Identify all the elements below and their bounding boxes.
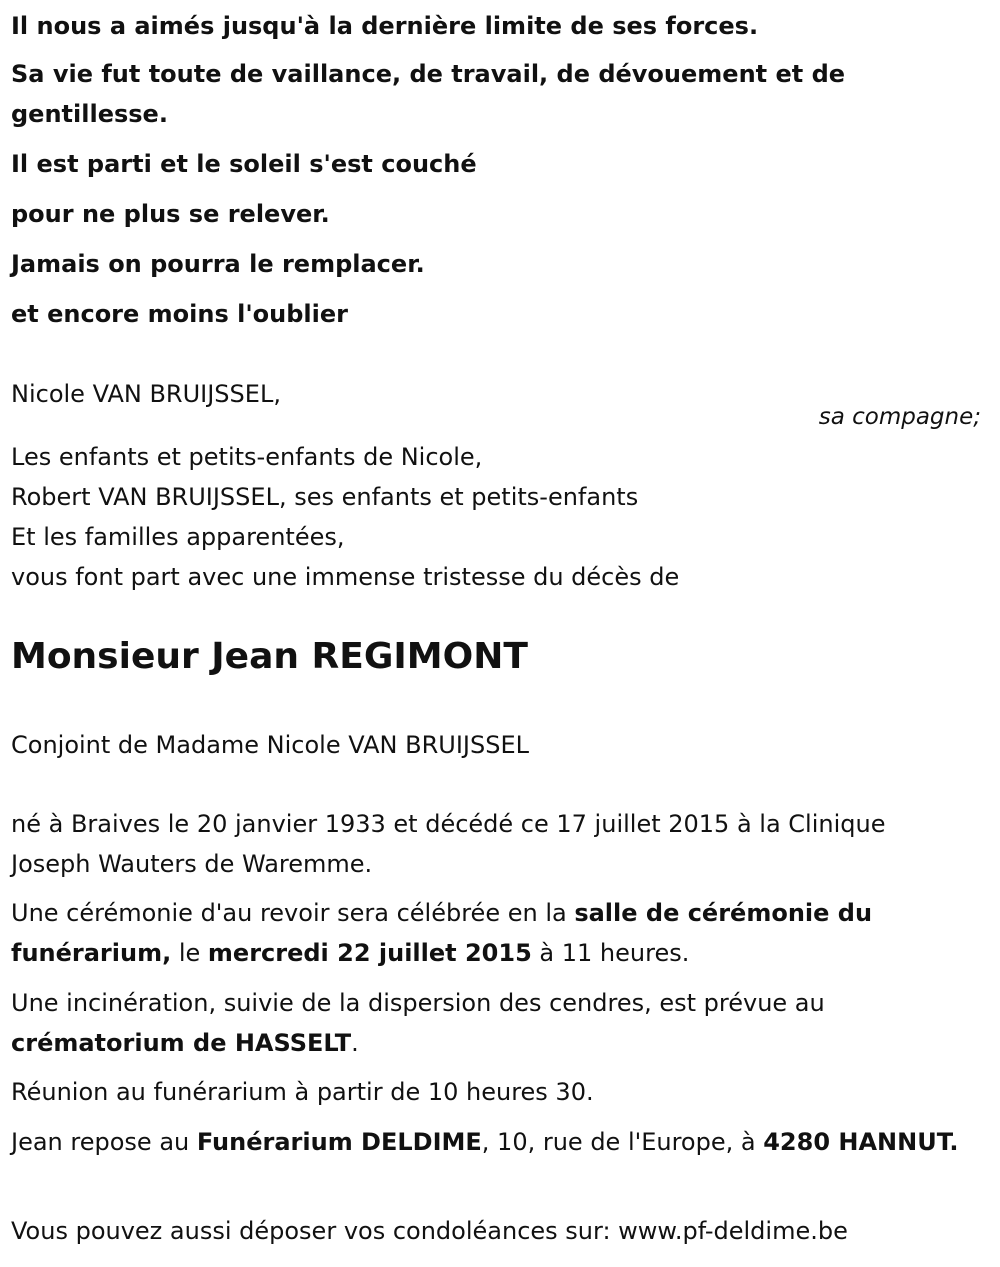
- poem-line: pour ne plus se relever.: [11, 200, 330, 228]
- family-line: Les enfants et petits-enfants de Nicole,: [11, 443, 483, 471]
- poem-line: Jamais on pourra le remplacer.: [11, 250, 425, 278]
- ceremony-date: mercredi 22 juillet 2015: [207, 939, 532, 967]
- meeting-text: Réunion au funérarium à partir de 10 heures 30.: [11, 1078, 594, 1106]
- companion-role: sa compagne;: [818, 404, 981, 430]
- ceremony-text: [11, 893, 971, 973]
- ceremony-time: à 11 heures.: [531, 939, 690, 967]
- cremation-place: crématorium de HASSELT: [11, 1029, 352, 1057]
- rest-intro: Jean repose au: [11, 1128, 197, 1156]
- poem-line: et encore moins l'oublier: [11, 300, 348, 328]
- rest-text: [11, 1122, 971, 1162]
- rest-address: , 10, rue de l'Europe, à: [481, 1128, 764, 1156]
- deceased-name: Monsieur Jean REGIMONT: [11, 636, 528, 677]
- rest-city: 4280 HANNUT.: [763, 1128, 959, 1156]
- spouse-line: Conjoint de Madame Nicole VAN BRUIJSSEL: [11, 731, 529, 759]
- family-list: [11, 437, 679, 597]
- ceremony-intro: Une cérémonie d'au revoir sera célébrée en la: [11, 899, 575, 927]
- birth-death-text: né à Braives le 20 janvier 1933 et décédé ce 17 juillet 2015 à la Clinique Joseph Wauters de Waremme.: [11, 810, 886, 878]
- cremation-end: .: [351, 1029, 359, 1057]
- poem-line: Sa vie fut toute de vaillance, de travail, de dévouement et de gentillesse.: [11, 60, 846, 128]
- family-line: vous font part avec une immense tristesse du décès de: [11, 563, 680, 591]
- poem-line: Il nous a aimés jusqu'à la dernière limite de ses forces.: [11, 12, 759, 40]
- condolences-text: Vous pouvez aussi déposer vos condoléances sur: www.pf-deldime.be: [11, 1217, 848, 1245]
- rest-place: Funérarium DELDIME: [196, 1128, 482, 1156]
- companion-name: Nicole VAN BRUIJSSEL,: [11, 380, 281, 408]
- cremation-intro: Une incinération, suivie de la dispersion des cendres, est prévue au: [11, 989, 825, 1017]
- ceremony-place: salle de cérémonie du funérarium,: [11, 899, 873, 967]
- poem-line: Il est parti et le soleil s'est couché: [11, 150, 477, 178]
- family-line: Et les familles apparentées,: [11, 523, 345, 551]
- family-line: Robert VAN BRUIJSSEL, ses enfants et petits-enfants: [11, 483, 639, 511]
- cremation-text: [11, 983, 971, 1063]
- ceremony-mid: le: [171, 939, 208, 967]
